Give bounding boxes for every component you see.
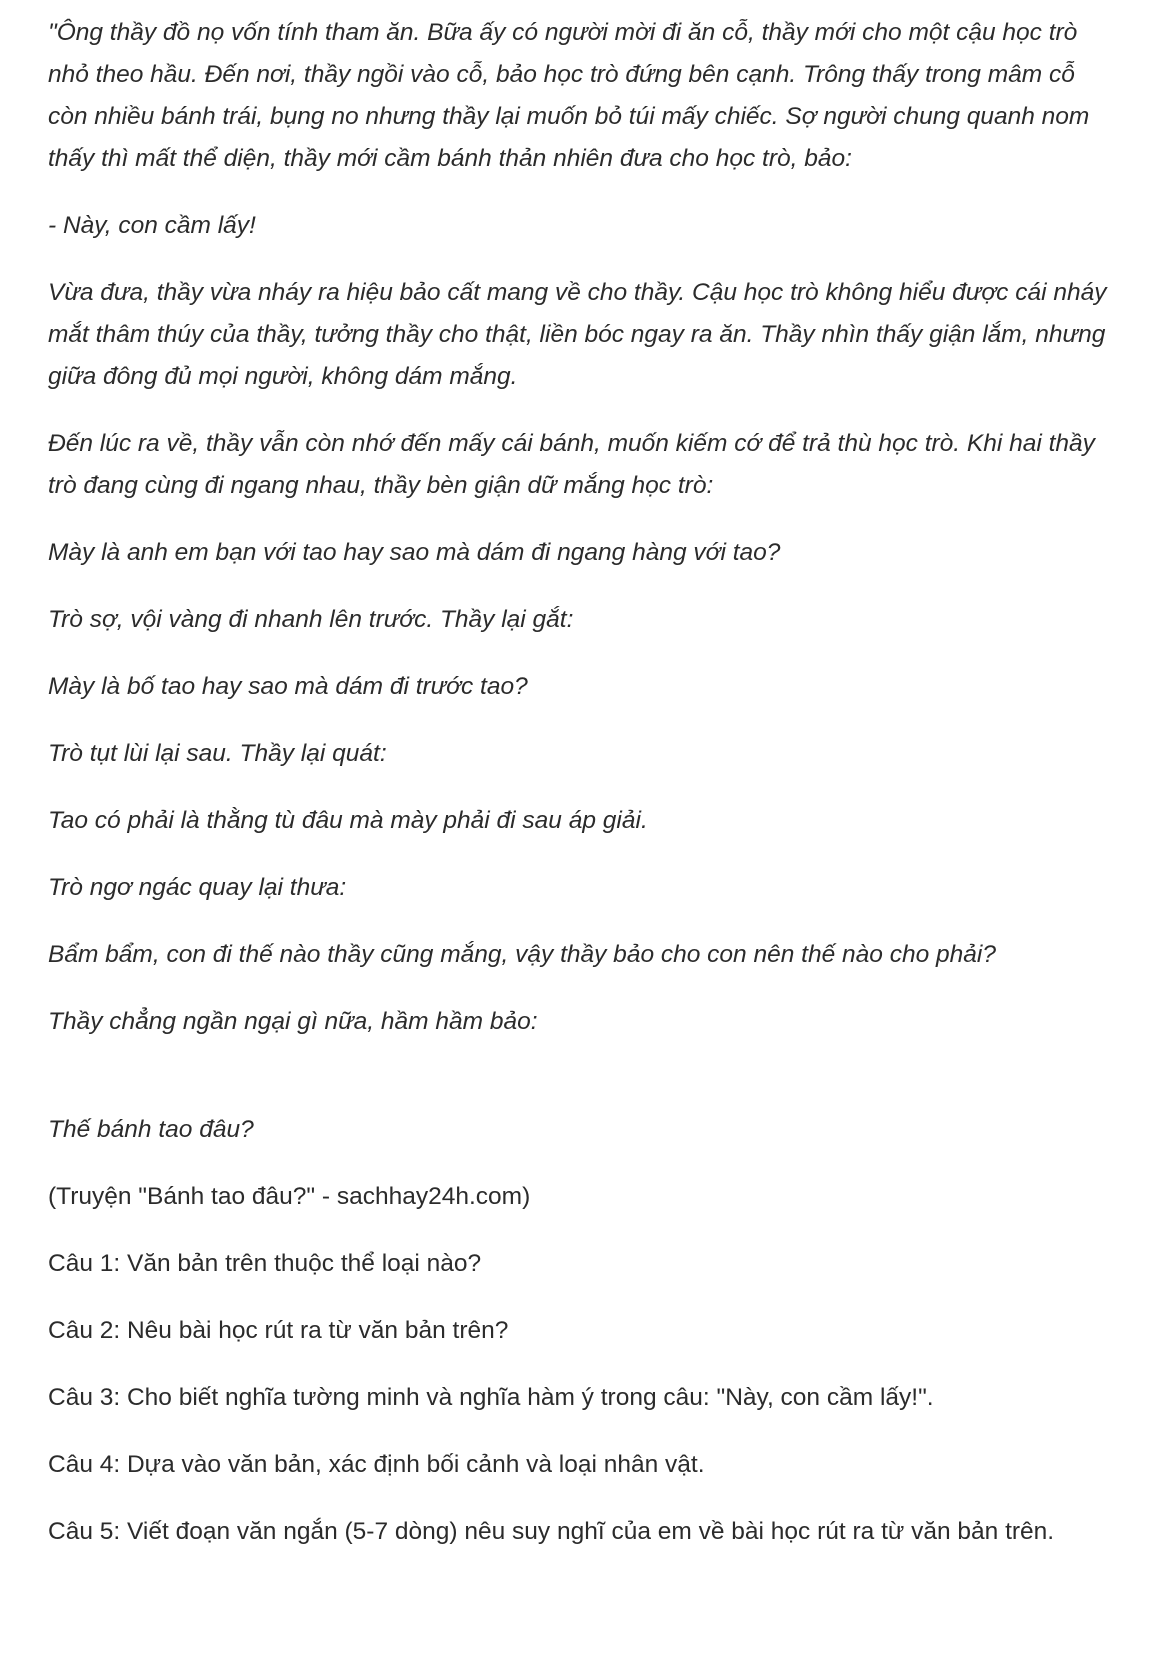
question-3	[48, 1377, 1148, 1419]
text-line: trò đang cùng đi ngang nhau, thầy bèn giận dữ mắng học trò:	[48, 472, 714, 499]
text-line: thấy thì mất thể diện, thầy mới cầm bánh thản nhiên đưa cho học trò, bảo:	[48, 145, 852, 172]
text-line: Bẩm bẩm, con đi thế nào thầy cũng mắng, vậy thầy bảo cho con nên thế nào cho phải?	[48, 941, 996, 968]
text-line: mắt thâm thúy của thầy, tưởng thầy cho thật, liền bóc ngay ra ăn. Thầy nhìn thấy giận lắm, nhưng	[48, 321, 1106, 348]
text-line: Mày là bố tao hay sao mà dám đi trước tao?	[48, 673, 528, 700]
question-text: Câu 3: Cho biết nghĩa tường minh và nghĩa hàm ý trong câu: "Này, con cầm lấy!".	[48, 1384, 934, 1411]
text-line: Tao có phải là thằng tù đâu mà mày phải đi sau áp giải.	[48, 807, 648, 834]
story-paragraph-1	[48, 12, 1148, 180]
text-line: Thế bánh tao đâu?	[48, 1116, 254, 1143]
story-paragraph-2	[48, 205, 1148, 247]
story-paragraph-11	[48, 934, 1148, 976]
story-paragraph-8	[48, 733, 1148, 775]
document-body	[48, 12, 1148, 1578]
question-2	[48, 1310, 1148, 1352]
story-paragraph-6	[48, 599, 1148, 641]
question-text: Câu 4: Dựa vào văn bản, xác định bối cảnh và loại nhân vật.	[48, 1451, 705, 1478]
story-paragraph-12	[48, 1001, 1148, 1043]
text-line: còn nhiều bánh trái, bụng no nhưng thầy lại muốn bỏ túi mấy chiếc. Sợ người chung quanh nom	[48, 103, 1090, 130]
text-line: "Ông thầy đồ nọ vốn tính tham ăn. Bữa ấy có người mời đi ăn cỗ, thầy mới cho một cậu học trò	[48, 19, 1078, 46]
story-paragraph-3	[48, 272, 1148, 398]
text-line: Vừa đưa, thầy vừa nháy ra hiệu bảo cất mang về cho thầy. Cậu học trò không hiểu được cái nháy	[48, 279, 1107, 306]
text-line: giữa đông đủ mọi người, không dám mắng.	[48, 363, 518, 390]
blank-gap	[48, 1068, 1148, 1109]
story-paragraph-9	[48, 800, 1148, 842]
question-4	[48, 1444, 1148, 1486]
question-text: Câu 5: Viết đoạn văn ngắn (5-7 dòng) nêu suy nghĩ của em về bài học rút ra từ văn bản trên.	[48, 1518, 1055, 1545]
text-line: nhỏ theo hầu. Đến nơi, thầy ngồi vào cỗ, bảo học trò đứng bên cạnh. Trông thấy trong mâm cỗ	[48, 61, 1075, 88]
source-citation: (Truyện "Bánh tao đâu?" - sachhay24h.com)	[48, 1183, 531, 1210]
text-line: Mày là anh em bạn với tao hay sao mà dám đi ngang hàng với tao?	[48, 539, 781, 566]
text-line: Trò sợ, vội vàng đi nhanh lên trước. Thầy lại gắt:	[48, 606, 574, 633]
text-line: Đến lúc ra về, thầy vẫn còn nhớ đến mấy cái bánh, muốn kiếm cớ để trả thù học trò. Khi hai thầy	[48, 430, 1095, 457]
story-paragraph-10	[48, 867, 1148, 909]
story-paragraph-7	[48, 666, 1148, 708]
text-line: Trò tụt lùi lại sau. Thầy lại quát:	[48, 740, 387, 767]
question-text: Câu 2: Nêu bài học rút ra từ văn bản trên?	[48, 1317, 509, 1344]
text-line: Thầy chẳng ngần ngại gì nữa, hầm hầm bảo:	[48, 1008, 538, 1035]
story-paragraph-4	[48, 423, 1148, 507]
text-line: - Này, con cầm lấy!	[48, 212, 256, 239]
story-paragraph-5	[48, 532, 1148, 574]
text-line: Trò ngơ ngác quay lại thưa:	[48, 874, 347, 901]
story-source	[48, 1176, 1148, 1218]
question-1	[48, 1243, 1148, 1285]
story-final-line	[48, 1109, 1148, 1151]
question-5	[48, 1511, 1148, 1553]
question-text: Câu 1: Văn bản trên thuộc thể loại nào?	[48, 1250, 482, 1277]
